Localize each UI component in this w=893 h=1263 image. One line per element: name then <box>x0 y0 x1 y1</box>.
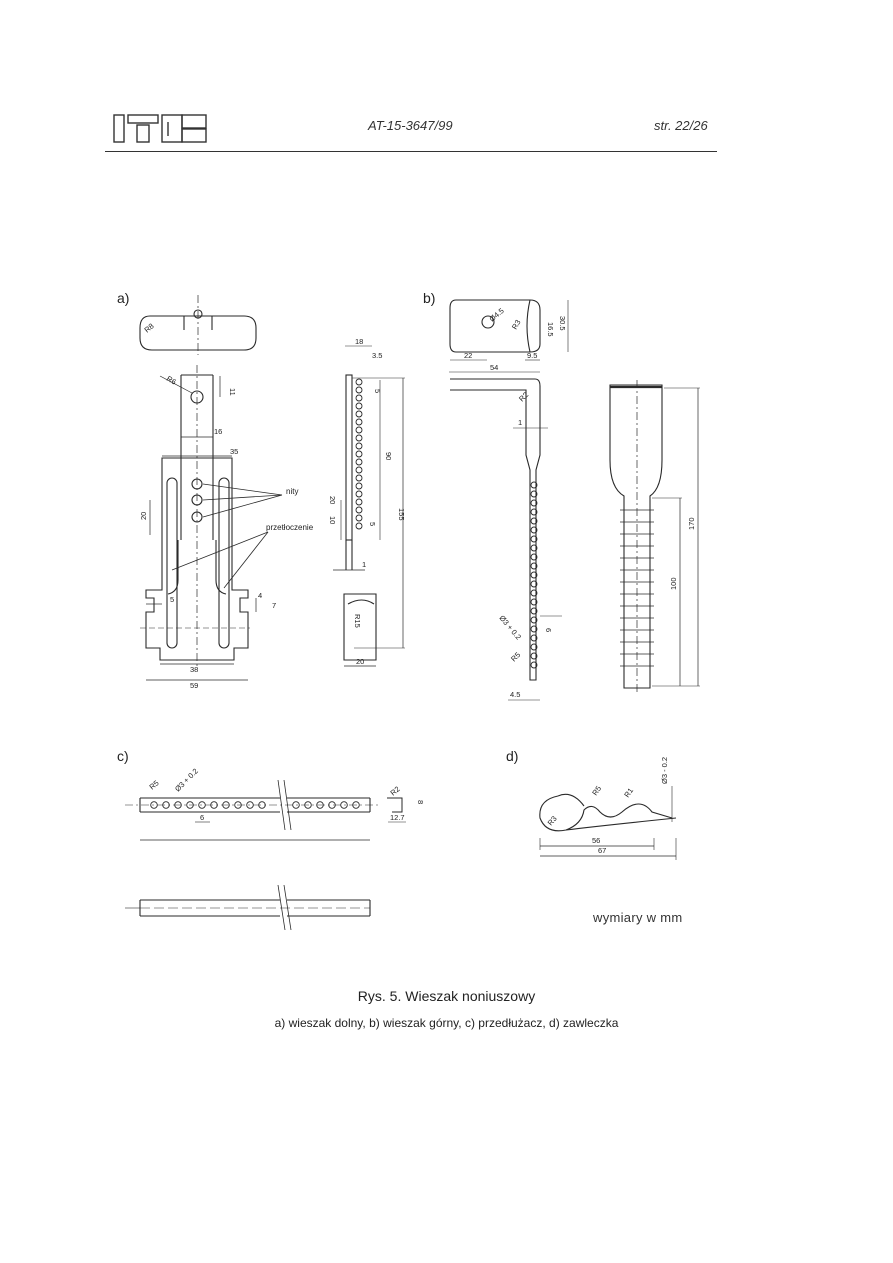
units-note: wymiary w mm <box>593 910 683 925</box>
dim-b-12: R5 <box>509 650 523 664</box>
dim-a-4: 16 <box>214 427 223 436</box>
dim-a-10: 4 <box>258 591 263 600</box>
dim-c-6: 12.7 <box>390 813 405 822</box>
subcaption-key-a: a) <box>274 1016 286 1030</box>
dim-a-3: 11 <box>228 388 237 396</box>
dim-a-11: 7 <box>272 601 277 610</box>
dim-b-2: R3 <box>509 318 523 331</box>
dim-b-15: 100 <box>669 577 678 590</box>
dim-c-5: 8 <box>416 800 425 805</box>
panel-label-b: b) <box>423 290 436 306</box>
dim-b-5: 22 <box>464 351 473 360</box>
dim-a-15: 90 <box>384 452 393 461</box>
dim-a-13: 3.5 <box>372 351 383 360</box>
dim-b-11: 6 <box>544 628 553 633</box>
dim-a-16: 155 <box>397 508 406 521</box>
dim-a-19: 5 <box>368 522 377 527</box>
dim-a-20: 1 <box>362 560 367 569</box>
dim-a-14: 5 <box>373 389 382 394</box>
subcaption-key-d: d) <box>549 1016 560 1030</box>
dim-b-7: 54 <box>490 363 499 372</box>
callout-nity: nity <box>286 487 299 496</box>
dim-c-3: 6 <box>200 813 205 822</box>
figure-title: Wieszak noniuszowy <box>405 988 536 1004</box>
drawing-a-side-view <box>333 346 405 666</box>
dim-a-17: 20 <box>328 496 337 505</box>
dim-a-8: 38 <box>190 665 199 674</box>
subcaption-text-b: wieszak górny, <box>383 1016 462 1030</box>
dim-d-2: R1 <box>622 786 636 800</box>
dim-a-21: R15 <box>353 614 362 628</box>
document-number: AT-15-3647/99 <box>368 118 453 133</box>
drawing-c-top <box>125 885 370 930</box>
dim-b-3: 16.5 <box>546 322 555 337</box>
drawing-b-side <box>450 379 562 700</box>
dim-d-5: 56 <box>592 836 601 845</box>
dim-b-8: R2 <box>517 390 531 404</box>
dim-a-6: 20 <box>139 511 148 520</box>
dim-d-1: R5 <box>590 784 604 798</box>
figure-subcaption <box>0 1016 893 1030</box>
dim-a-22: 20 <box>356 657 365 666</box>
subcaption-text-d: zawleczka <box>563 1016 619 1030</box>
dim-c-2: Ø3 + 0.2 <box>173 766 200 794</box>
dim-d-3: Ø3 - 0.2 <box>660 756 669 784</box>
figure-number: Rys. 5. <box>357 988 402 1004</box>
drawing-d-cotter-pin <box>540 786 676 860</box>
dim-a-18: 10 <box>328 516 337 525</box>
dim-b-6: 9.5 <box>527 351 538 360</box>
drawing-a-top-view <box>140 295 256 355</box>
dim-a-7: 5 <box>170 595 175 604</box>
dim-a-2: R6 <box>165 373 178 387</box>
dim-b-9: 1 <box>518 418 523 427</box>
dim-a-12: 18 <box>355 337 364 346</box>
subcaption-key-b: b) <box>369 1016 380 1030</box>
figure-caption <box>0 988 893 1004</box>
drawing-b-front <box>610 380 700 695</box>
drawing-c-side <box>125 780 406 840</box>
dim-b-13: 4.5 <box>510 690 521 699</box>
dim-a-1: R8 <box>142 321 156 335</box>
dim-c-1: R5 <box>147 778 161 792</box>
panel-label-a: a) <box>117 290 130 306</box>
subcaption-key-c: c) <box>464 1016 475 1030</box>
page-number: str. 22/26 <box>654 118 708 133</box>
dim-b-1: Ø4.5 <box>487 306 506 324</box>
dim-c-4: R2 <box>388 784 402 798</box>
subcaption-text-a: wieszak dolny, <box>288 1016 366 1030</box>
panel-label-c: c) <box>117 748 129 764</box>
dim-a-9: 59 <box>190 681 199 690</box>
dim-b-4: 30.5 <box>558 316 567 331</box>
dim-d-4: R3 <box>545 814 559 828</box>
dim-b-10: Ø3 + 0.2 <box>497 613 523 642</box>
panel-label-d: d) <box>506 748 519 764</box>
side-view-hole-row <box>356 379 362 529</box>
dim-a-5: 35 <box>230 447 239 456</box>
dim-b-14: 170 <box>687 517 696 530</box>
drawing-a-front-view <box>140 365 282 680</box>
dim-d-6: 67 <box>598 846 607 855</box>
callout-przetloczenie: przetłoczenie <box>266 523 314 532</box>
subcaption-text-c: przedłużacz, <box>478 1016 546 1030</box>
